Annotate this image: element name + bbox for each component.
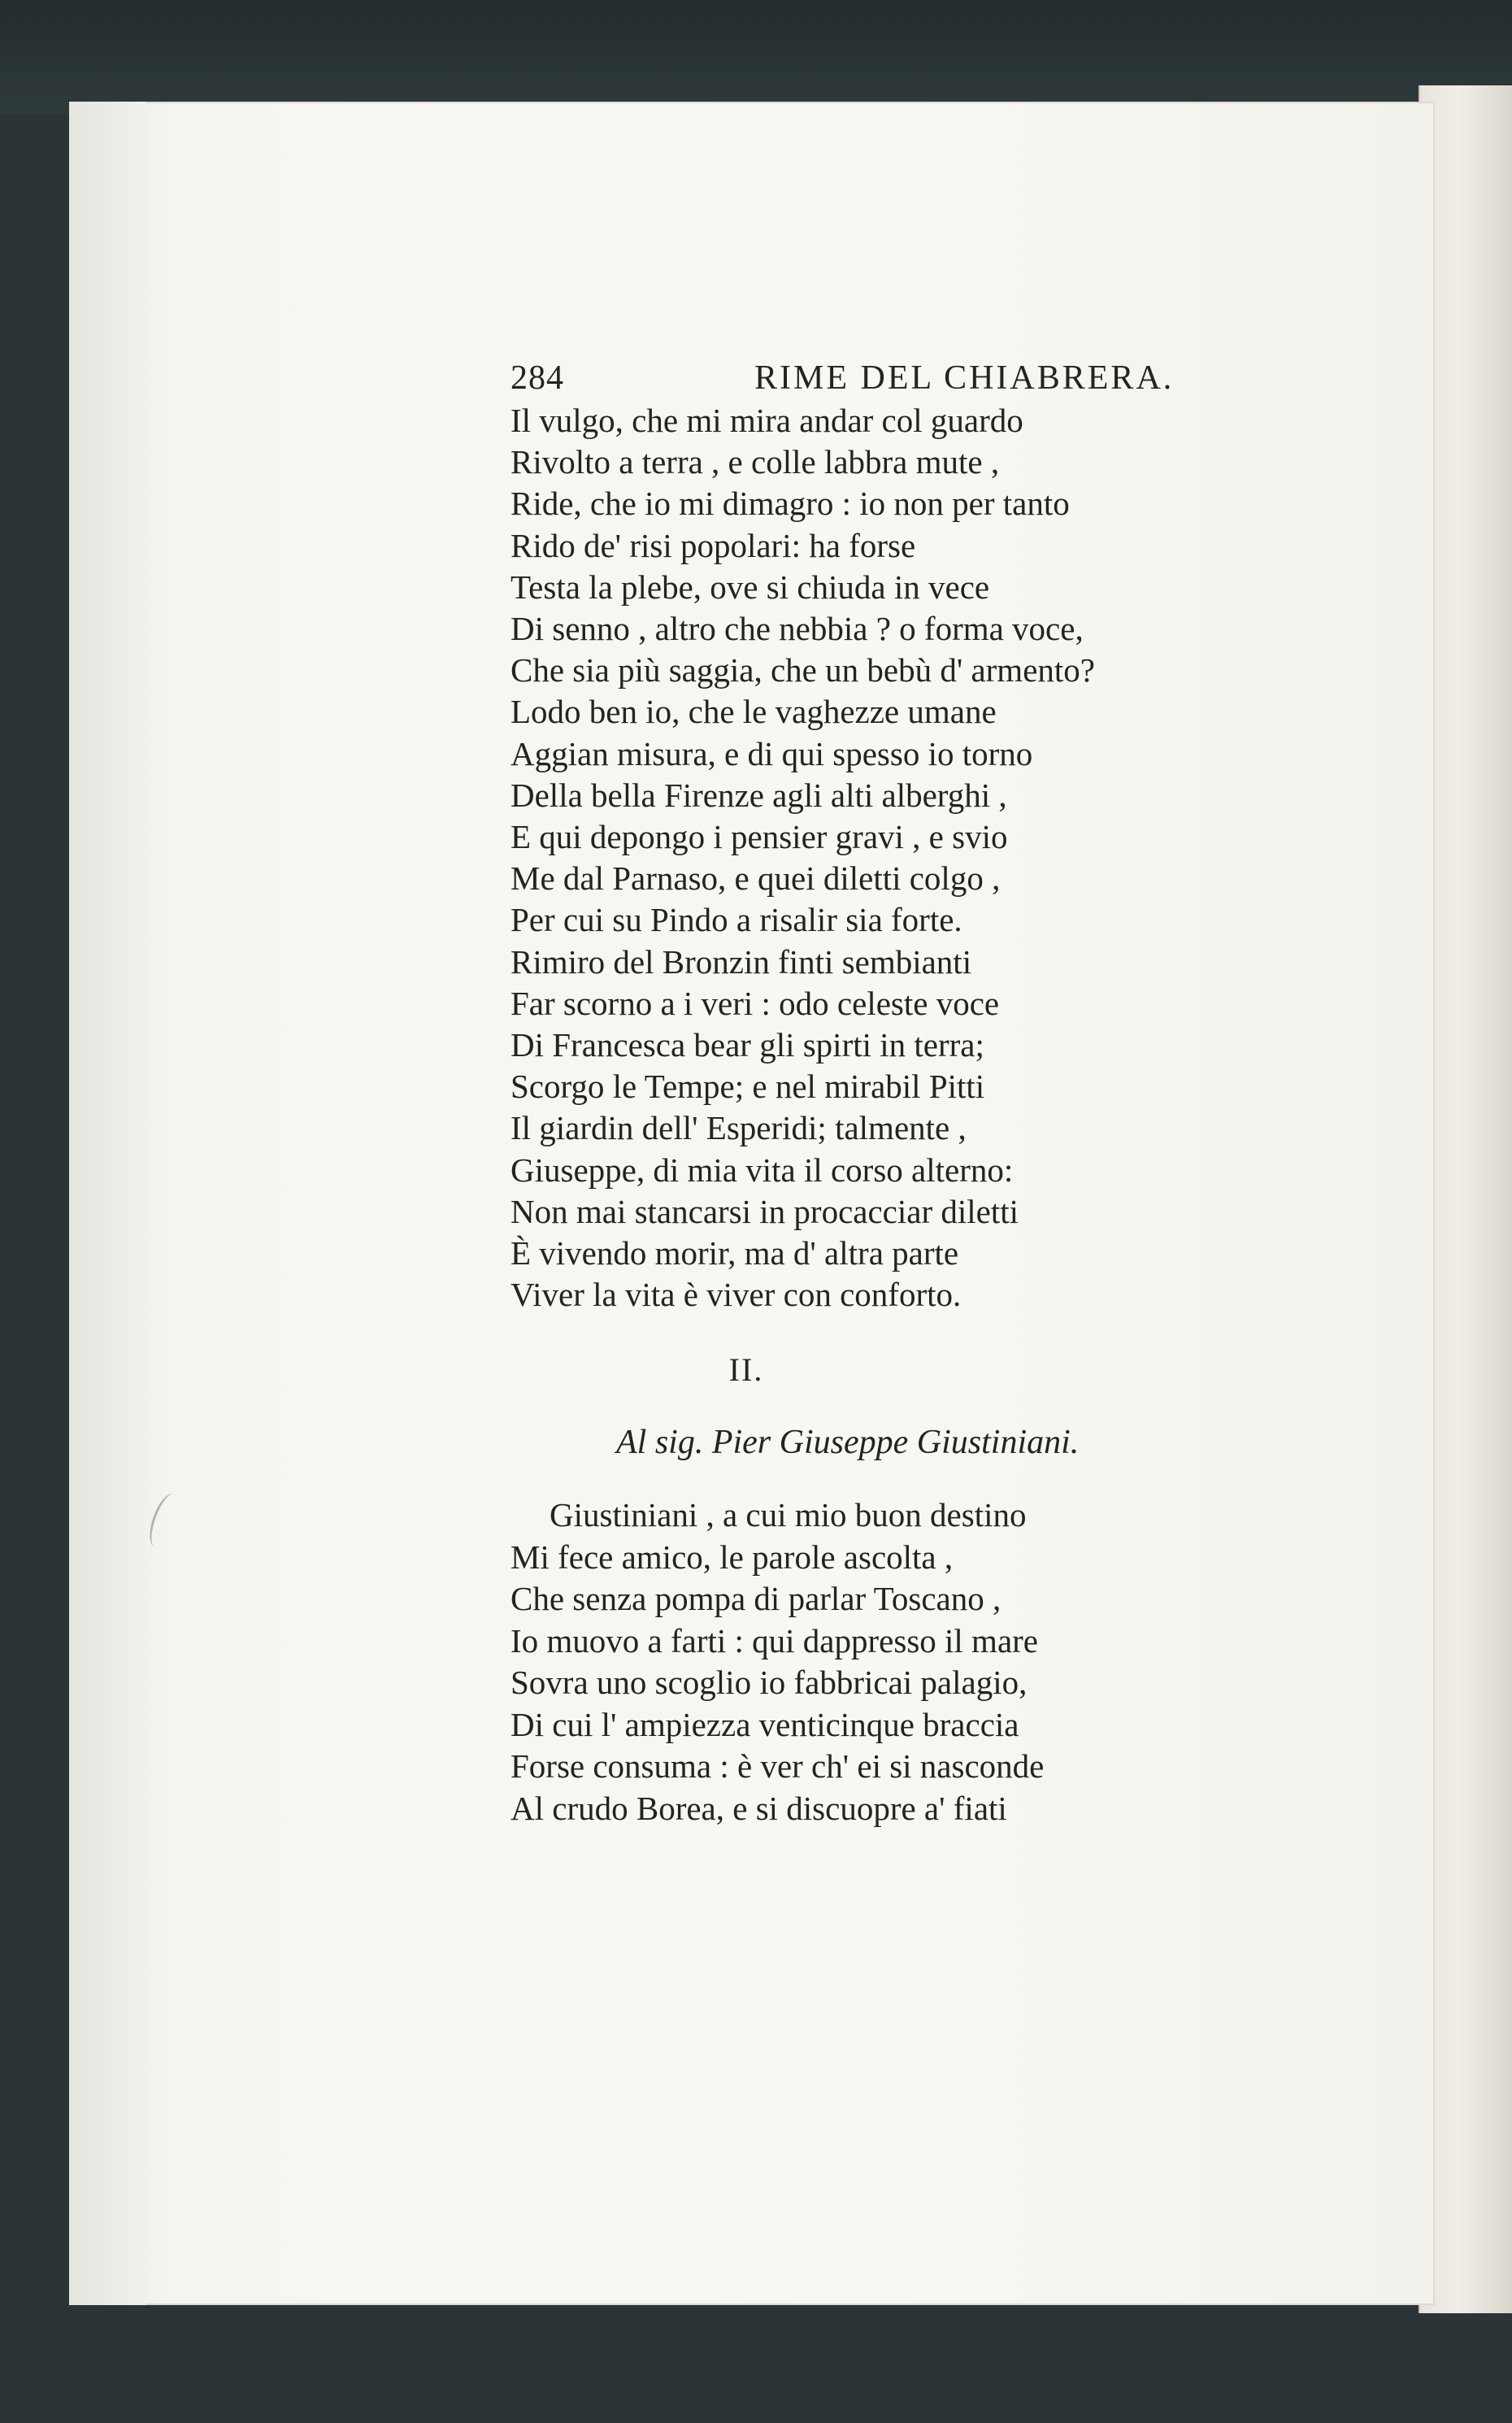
running-header [511, 358, 1340, 400]
verse-line: Per cui su Pindo a risalir sia forte. [511, 901, 962, 939]
page-number: 284 [511, 359, 564, 397]
verse-line: Di cui l' ampiezza venticinque braccia [511, 1705, 1019, 1743]
poem-two [511, 1494, 1340, 1829]
page-gutter [69, 102, 146, 2305]
scan-backdrop [0, 0, 1512, 114]
section-numeral: II. [728, 1351, 764, 1389]
verse-line: Scorgo le Tempe; e nel mirabil Pitti [511, 1068, 985, 1106]
verse-line: Testa la plebe, ove si chiuda in vece [511, 568, 990, 606]
verse-line: Me dal Parnaso, e quei diletti colgo , [511, 859, 1001, 898]
running-title: RIME DEL CHIABRERA. [754, 359, 1175, 397]
verse-line: Della bella Firenze agli alti alberghi , [511, 776, 1007, 814]
verse-line: Aggian misura, e di qui spesso io torno [511, 734, 1033, 772]
verse-line: E qui depongo i pensier gravi , e svio [511, 818, 1008, 856]
verse-line: Che senza pompa di parlar Toscano , [511, 1580, 1001, 1618]
dedication-heading: Al sig. Pier Giuseppe Giustiniani. [616, 1424, 1080, 1462]
verse-line: Mi fece amico, le parole ascolta , [511, 1538, 954, 1576]
verse-line: Di senno , altro che nebbia ? o forma voce, [511, 610, 1084, 648]
verse-line: Far scorno a i veri : odo celeste voce [511, 984, 1000, 1022]
verse-line: Ride, che io mi dimagro : io non per tanto [511, 485, 1070, 523]
verse-line: Che sia più saggia, che un bebù d' armento? [511, 651, 1095, 689]
verse-line: Rimiro del Bronzin finti sembianti [511, 942, 972, 981]
verse-line: Forse consuma : è ver ch' ei si nasconde [511, 1747, 1045, 1786]
verse-line: Al crudo Borea, e si discuopre a' fiati [511, 1789, 1007, 1827]
verse-line: Giuseppe, di mia vita il corso alterno: [511, 1151, 1014, 1189]
poem-one [511, 400, 1340, 1316]
verse-line: Il giardin dell' Esperidi; talmente , [511, 1109, 967, 1147]
verse-line: Non mai stancarsi in procacciar diletti [511, 1192, 1019, 1230]
verse-line: Giustiniani , a cui mio buon destino [550, 1496, 1027, 1534]
verse-line: Di Francesca bear gli spirti in terra; [511, 1026, 984, 1064]
page-text [511, 358, 1340, 1829]
verse-line: Il vulgo, che mi mira andar col guardo [511, 402, 1023, 439]
verse-line: Sovra uno scoglio io fabbricai palagio, [511, 1664, 1028, 1702]
verse-line: Rivolto a terra , e colle labbra mute , [511, 443, 1000, 481]
verse-line: È vivendo morir, ma d' altra parte [511, 1234, 959, 1272]
verse-line: Rido de' risi popolari: ha forse [511, 526, 916, 564]
verse-line: Io muovo a farti : qui dappresso il mare [511, 1621, 1038, 1660]
verse-line: Lodo ben io, che le vaghezze umane [511, 693, 997, 731]
verse-line: Viver la vita è viver con conforto. [511, 1276, 962, 1314]
